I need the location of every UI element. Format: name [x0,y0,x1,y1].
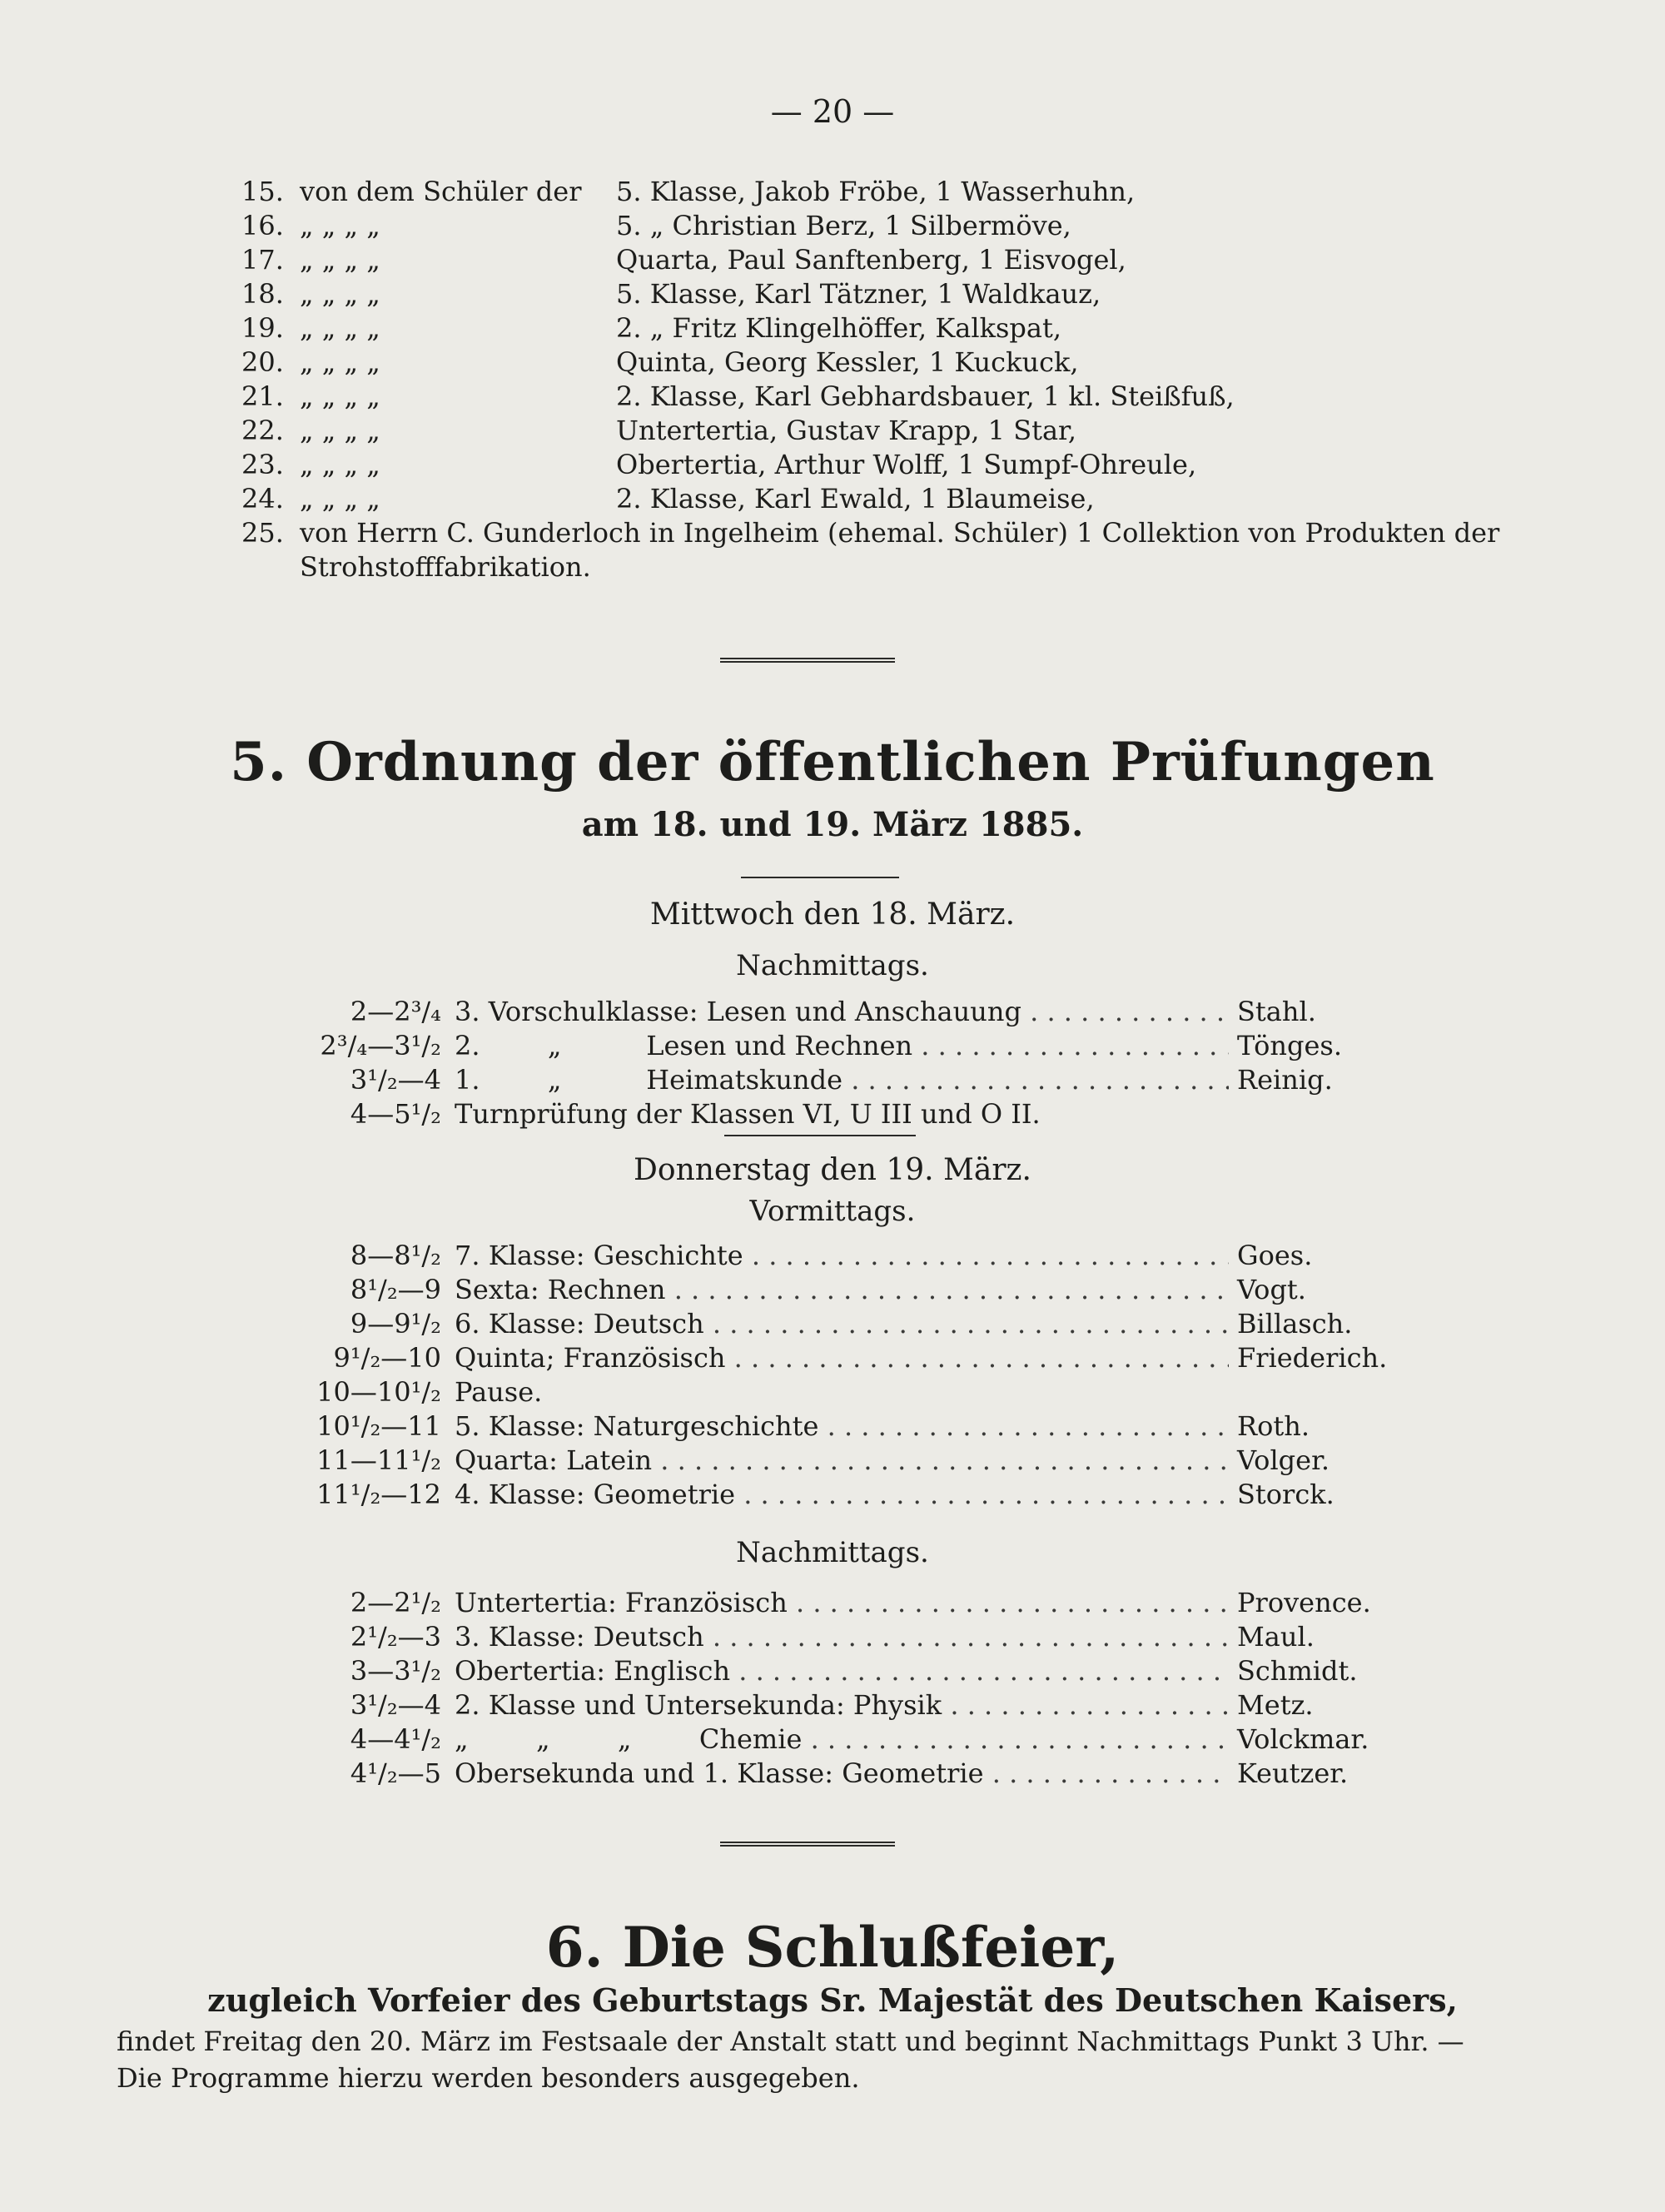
time-cell: 11—11¹/₂ [316,1444,441,1476]
item-text: 2. „ Fritz Klingelhöffer, Kalkspat, [616,312,1062,344]
table-row [275,1688,1390,1722]
item-text: Obertertia, Arthur Wolff, 1 Sumpf-Ohreule, [616,449,1197,480]
time-cell: 8—8¹/₂ [350,1240,441,1271]
donations-list [241,175,1607,584]
table-row [275,1409,1390,1444]
table-row [275,1063,1390,1097]
time-cell: 4—5¹/₂ [350,1098,441,1130]
time-cell: 10¹/₂—11 [316,1410,441,1442]
table-row [275,1586,1390,1620]
list-item [241,243,1607,277]
table-row [275,995,1390,1029]
subject-cell: Pause. [455,1376,543,1408]
section-6-title: 6. Die Schlußfeier, [545,1915,1120,1980]
item-number: 15. [241,176,284,207]
item-number: 25. [241,517,284,549]
item-number: 16. [241,210,284,241]
subject-cell: Obersekunda und 1. Klasse: Geometrie . . . [455,1757,1229,1791]
list-item [241,175,1607,209]
item-text: Quinta, Georg Kessler, 1 Kuckuck, [616,346,1079,378]
item-text: 5. Klasse, Karl Tätzner, 1 Waldkauz, [616,278,1101,310]
item-donor: von dem Schüler der [300,176,582,207]
item-number: 17. [241,244,284,276]
teacher-cell: Maul. [1237,1621,1315,1653]
item-number: 22. [241,415,284,446]
section-divider [720,1842,895,1847]
time-cell: 2¹/₂—3 [350,1621,441,1653]
table-row [275,1478,1390,1512]
item-number: 19. [241,312,284,344]
item-donor: „ „ „ „ [300,483,380,514]
table-row [275,1654,1390,1688]
item-text: 5. Klasse, Jakob Fröbe, 1 Wasserhuhn, [616,176,1136,207]
time-cell: 2—2¹/₂ [350,1587,441,1618]
teacher-cell: Goes. [1237,1240,1313,1271]
day-heading-thursday: Donnerstag den 19. März. [634,1153,1031,1187]
item-text: 5. „ Christian Berz, 1 Silbermöve, [616,210,1071,241]
item-number: 21. [241,380,284,412]
teacher-cell: Reinig. [1237,1064,1333,1096]
time-cell: 3¹/₂—4 [350,1689,441,1721]
item-number: 23. [241,449,284,480]
subject-cell: 3. Klasse: Deutsch . . . [455,1620,1229,1654]
item-donor: „ „ „ „ [300,415,380,446]
subject-cell: 4. Klasse: Geometrie . . . [455,1478,1229,1512]
item-donor: „ „ „ „ [300,380,380,412]
item-text: 2. Klasse, Karl Gebhardsbauer, 1 kl. Steißfuß, [616,380,1235,412]
table-row [275,1097,1390,1131]
subject-cell: 1. „ Heimatskunde . . . [455,1063,1229,1097]
section-5-title: 5. Ordnung der öffentlichen Prüfungen [230,731,1435,793]
section-divider [720,658,895,663]
table-row [275,1029,1390,1063]
item-text: 2. Klasse, Karl Ewald, 1 Blaumeise, [616,483,1095,514]
table-row [275,1307,1390,1341]
time-cell: 10—10¹/₂ [316,1376,441,1408]
teacher-cell: Stahl. [1237,996,1316,1027]
teacher-cell: Metz. [1237,1689,1314,1721]
closing-paragraph [117,2023,1582,2096]
teacher-cell: Friederich. [1237,1342,1388,1374]
table-row [275,1375,1390,1409]
divider [724,1135,916,1136]
item-donor: „ „ „ „ [300,449,380,480]
subject-cell: „ „ „ Chemie . . . [455,1722,1229,1757]
item-text: von Herrn C. Gunderloch in Ingelheim (ehemal. Schüler) 1 Collektion von Produkten der [300,517,1500,549]
closing-line: findet Freitag den 20. März im Festsaale der Anstalt statt und beginnt Nachmittags Punkt 3 Uhr. — [117,2026,1464,2057]
table-row [275,1722,1390,1757]
item-text: Untertertia, Gustav Krapp, 1 Star, [616,415,1076,446]
time-cell: 4¹/₂—5 [350,1757,441,1789]
time-cell: 9¹/₂—10 [333,1342,441,1374]
teacher-cell: Storck. [1237,1479,1334,1510]
time-cell: 3—3¹/₂ [350,1655,441,1687]
time-cell: 2—2³/₄ [350,996,441,1027]
subject-cell: 5. Klasse: Naturgeschichte . . . [455,1409,1229,1444]
subject-cell: Sexta: Rechnen . . . [455,1273,1229,1307]
table-row [275,1620,1390,1654]
item-donor: „ „ „ „ [300,312,380,344]
subject-cell: Turnprüfung der Klassen VI, U III und O II. [455,1098,1041,1130]
list-item [241,482,1607,516]
subject-cell: 7. Klasse: Geschichte . . . [455,1239,1229,1273]
thursday-morning-label: Vormittags. [749,1195,916,1228]
subject-cell: 2. „ Lesen und Rechnen . . . [455,1029,1229,1063]
divider [741,877,899,878]
teacher-cell: Schmidt. [1237,1655,1358,1687]
teacher-cell: Provence. [1237,1587,1371,1618]
subject-cell: 6. Klasse: Deutsch . . . [455,1307,1229,1341]
subject-cell: 2. Klasse und Untersekunda: Physik . . . [455,1688,1229,1722]
thursday-afternoon-schedule [275,1586,1390,1791]
teacher-cell: Volger. [1237,1444,1330,1476]
thursday-afternoon-label: Nachmittags. [736,1536,929,1569]
table-row [275,1273,1390,1307]
teacher-cell: Keutzer. [1237,1757,1349,1789]
section-5-subtitle: am 18. und 19. März 1885. [581,805,1084,844]
time-cell: 8¹/₂—9 [350,1274,441,1305]
teacher-cell: Vogt. [1237,1274,1306,1305]
list-item [241,209,1607,243]
time-cell: 2³/₄—3¹/₂ [320,1030,441,1061]
wednesday-schedule [275,995,1390,1131]
item-number: 24. [241,483,284,514]
closing-line: Die Programme hierzu werden besonders ausgegeben. [117,2062,860,2094]
subject-cell: Obertertia: Englisch . . . [455,1654,1229,1688]
teacher-cell [1229,1375,1390,1409]
teacher-cell: Volckmar. [1237,1723,1369,1755]
list-item [241,345,1607,380]
item-number: 20. [241,346,284,378]
list-item [241,277,1607,311]
item-number: 18. [241,278,284,310]
teacher-cell [1229,1097,1390,1131]
table-row [275,1341,1390,1375]
item-donor: „ „ „ „ [300,346,380,378]
item-text: Quarta, Paul Sanftenberg, 1 Eisvogel, [616,244,1126,276]
teacher-cell: Roth. [1237,1410,1310,1442]
item-donor: „ „ „ „ [300,278,380,310]
table-row [275,1239,1390,1273]
subject-cell: Quarta: Latein . . . [455,1444,1229,1478]
item-donor: „ „ „ „ [300,210,380,241]
section-6-subtitle: zugleich Vorfeier des Geburtstags Sr. Majestät des Deutschen Kaisers, [207,1981,1458,2019]
subject-cell: Untertertia: Französisch . . . [455,1586,1229,1620]
time-cell: 11¹/₂—12 [316,1479,441,1510]
list-item [241,414,1607,448]
list-item [241,516,1607,550]
thursday-morning-schedule [275,1239,1390,1512]
time-cell: 3¹/₂—4 [350,1064,441,1096]
list-item [241,311,1607,345]
item-text-continued: Strohstofffabrikation. [300,551,591,583]
table-row [275,1444,1390,1478]
list-item [241,448,1607,482]
time-cell: 4—4¹/₂ [350,1723,441,1755]
subject-cell: 3. Vorschulklasse: Lesen und Anschauung . . . [455,995,1229,1029]
page-number: — 20 — [770,93,895,130]
teacher-cell: Billasch. [1237,1308,1353,1340]
list-item [241,380,1607,414]
table-row [275,1757,1390,1791]
day-heading-wednesday: Mittwoch den 18. März. [649,897,1016,932]
item-donor: „ „ „ „ [300,244,380,276]
wednesday-afternoon-label: Nachmittags. [736,949,929,982]
subject-cell: Quinta; Französisch . . . [455,1341,1229,1375]
teacher-cell: Tönges. [1237,1030,1342,1061]
time-cell: 9—9¹/₂ [350,1308,441,1340]
